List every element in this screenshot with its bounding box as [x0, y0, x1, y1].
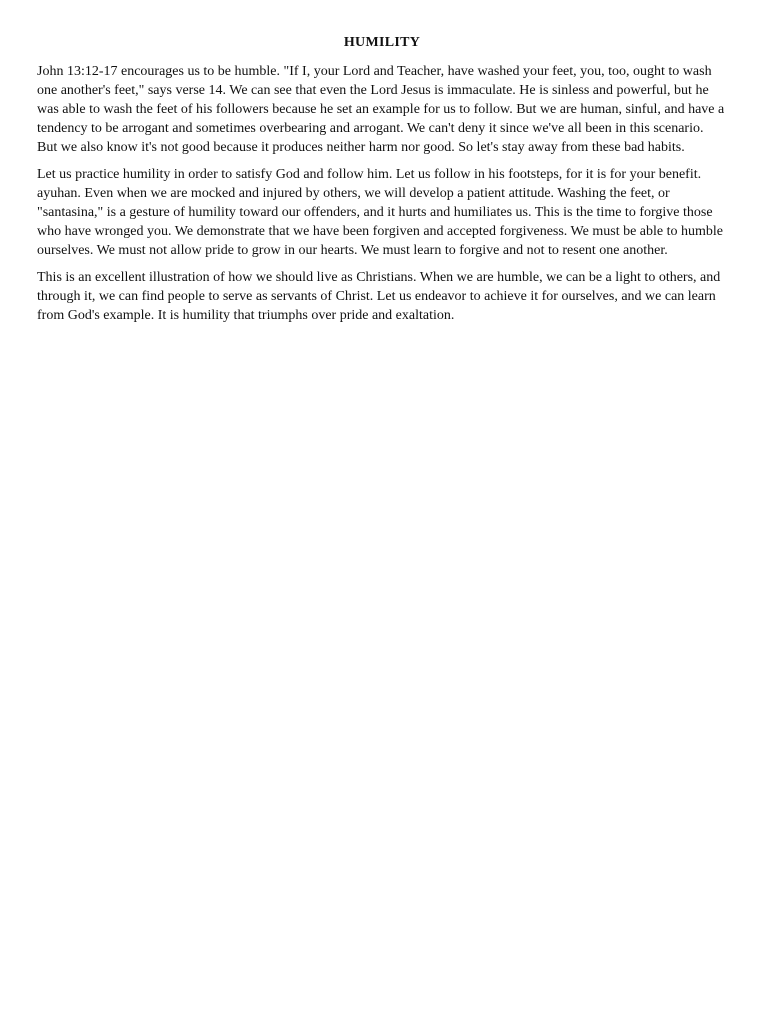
paragraph-2: Let us practice humility in order to satisfy God and follow him. Let us follow in his footsteps, for it is for your benefit. ayuhan. Even when we are mocked and injured by others, we will develop a patient attitude. Washing the feet, or "santasina," is a gesture of humility toward our offenders, and it hurts and humiliates us. This is the time to forgive those who have wronged you. We demonstrate that we have been forgiven and accepted forgiveness. We must be able to humble ourselves. We must not allow pride to grow in our hearts. We must learn to forgive and not to resent one another. — [37, 167, 723, 258]
paragraph-1: John 13:12-17 encourages us to be humble. "If I, your Lord and Teacher, have washed your feet, you, too, ought to wash one another's feet," says verse 14. We can see that even the Lord Jesus is immaculate. He is sinless and powerful, but he was able to wash the feet of his followers because he set an example for us to follow. But we are human, sinful, and have a tendency to be arrogant and sometimes overbearing and arrogant. We can't deny it since we've all been in this scenario. But we also know it's not good because it produces neither harm nor good. So let's stay away from these bad habits. — [37, 64, 725, 155]
document-page — [37, 33, 727, 333]
paragraph-3: This is an excellent illustration of how we should live as Christians. When we are humble, we can be a light to others, and through it, we can find people to serve as servants of Christ. Let us endeavor to achieve it for ourselves, and we can learn from God's example. It is humility that triumphs over pride and exaltation. — [37, 270, 721, 323]
document-title: HUMILITY — [343, 35, 421, 50]
